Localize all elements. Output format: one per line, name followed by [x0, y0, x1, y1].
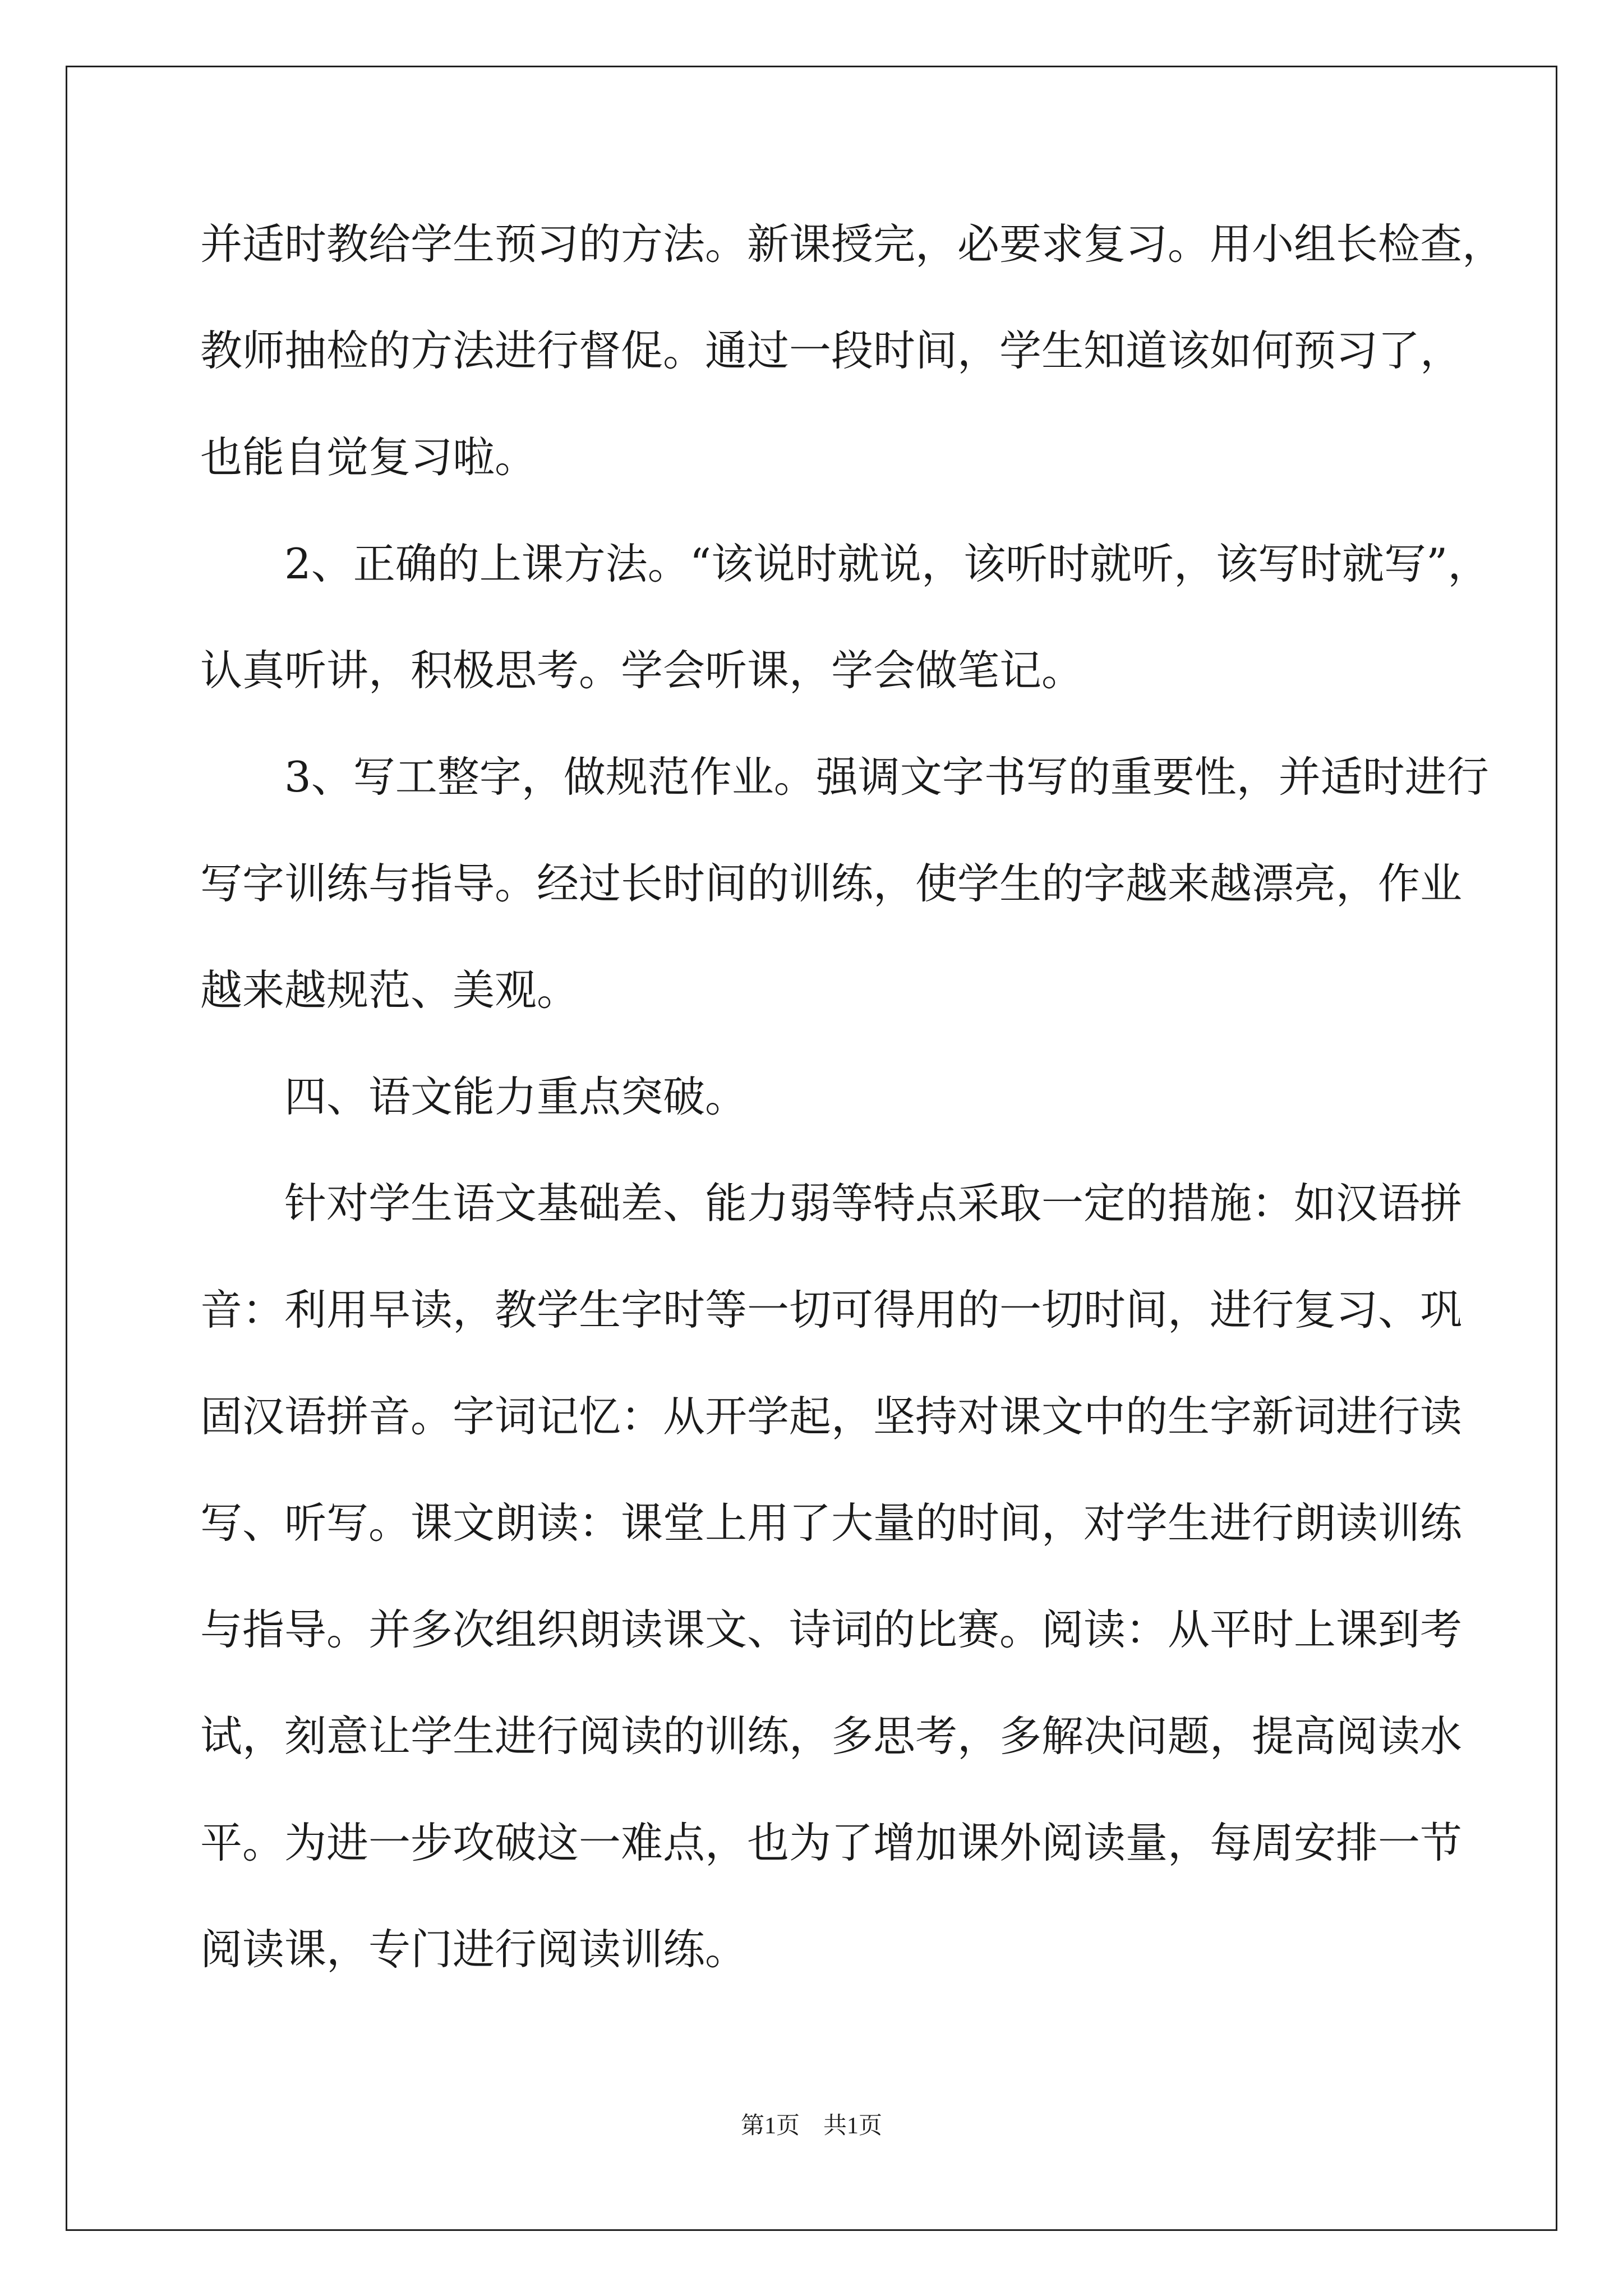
text-line: 写字训练与指导。经过长时间的训练，使学生的字越来越漂亮，作业: [200, 859, 1463, 908]
text-line: 3、写工整字，做规范作业。强调文字书写的重要性，并适时进行: [200, 752, 1489, 802]
text-line: 2、正确的上课方法。“该说时就说，该听时就听，该写时就写”，: [200, 539, 1490, 588]
text-line: 也能自觉复习啦。: [200, 432, 537, 482]
text-line: 固汉语拼音。字词记忆：从开学起，坚持对课文中的生字新词进行读: [200, 1392, 1463, 1441]
text-line: 认真听讲，积极思考。学会听课，学会做笔记。: [200, 646, 1084, 695]
text-line: 阅读课，专门进行阅读训练。: [200, 1925, 748, 1974]
text-line: 越来越规范、美观。: [200, 965, 579, 1015]
text-line: 与指导。并多次组织朗读课文、诗词的比赛。阅读：从平时上课到考: [200, 1605, 1463, 1654]
section-heading: 四、语文能力重点突破。: [200, 1072, 748, 1121]
text-line: 平。为进一步攻破这一难点，也为了增加课外阅读量，每周安排一节: [200, 1818, 1463, 1867]
page-number-footer: 第1页 共1页: [740, 2113, 882, 2139]
text-line: 教师抽检的方法进行督促。通过一段时间，学生知道该如何预习了，: [200, 326, 1463, 375]
text-line: 并适时教给学生预习的方法。新课授完，必要求复习。用小组长检查，: [200, 219, 1505, 269]
text-line: 针对学生语文基础差、能力弱等特点采取一定的措施：如汉语拼: [200, 1179, 1463, 1228]
text-line: 试，刻意让学生进行阅读的训练，多思考，多解决问题，提高阅读水: [200, 1711, 1463, 1761]
text-line: 写、听写。课文朗读：课堂上用了大量的时间，对学生进行朗读训练: [200, 1498, 1463, 1548]
document-body: [200, 213, 1505, 2025]
text-line: 音：利用早读，教学生字时等一切可得用的一切时间，进行复习、巩: [200, 1285, 1463, 1335]
